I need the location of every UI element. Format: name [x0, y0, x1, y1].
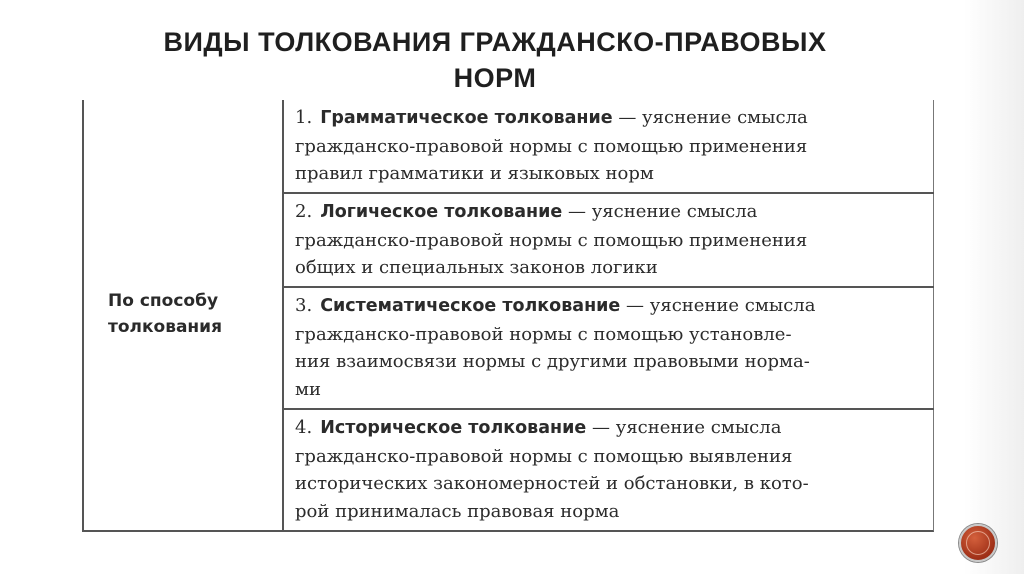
row-line: рой принималась правовая норма [295, 500, 620, 522]
row-term: Грамматическое толкование [320, 108, 613, 128]
slide-title-line-2: НОРМ [453, 63, 537, 93]
row-line: общих и специальных законов логики [295, 257, 658, 279]
row-number: 2. [295, 201, 313, 222]
slide-title-line-1: ВИДЫ ТОЛКОВАНИЯ ГРАЖДАНСКО-ПРАВОВЫХ [163, 27, 827, 57]
row-number: 3. [295, 295, 313, 316]
row-line: исторических закономерностей и обстановки, в кото- [295, 473, 809, 495]
slide-title [90, 24, 900, 96]
row-line: ми [295, 378, 321, 400]
row-line: гражданско-правовой нормы с помощью выявления [295, 445, 793, 467]
row-line: правил грамматики и языковых норм [295, 163, 654, 185]
table-row [284, 408, 934, 530]
table-row [284, 100, 934, 190]
row-term: Логическое толкование [320, 202, 563, 222]
row-definition-start: — уяснение смысла [562, 201, 758, 222]
row-line: гражданско-правовой нормы с помощью установле- [295, 323, 792, 345]
row-first-line [295, 104, 924, 133]
next-slide-button[interactable] [959, 524, 997, 562]
row-line: гражданско-правовой нормы с помощью применения [295, 135, 808, 157]
row-term: Систематическое толкование [320, 296, 621, 316]
background-shade [964, 0, 1024, 574]
next-slide-ring-icon [966, 531, 990, 555]
category-cell [84, 100, 284, 530]
category-label-line-2: толкования [108, 317, 223, 337]
row-first-line [295, 414, 924, 443]
row-first-line [295, 198, 924, 227]
row-definition-start: — уяснение смысла [620, 295, 816, 316]
row-line: ния взаимосвязи нормы с другими правовыми норма- [295, 351, 810, 373]
row-number: 1. [295, 107, 313, 128]
category-label [108, 288, 268, 340]
row-definition-start: — уяснение смысла [586, 417, 782, 438]
interpretation-table [82, 100, 934, 532]
row-first-line [295, 292, 924, 321]
table-row [284, 192, 934, 286]
row-line: гражданско-правовой нормы с помощью применения [295, 229, 808, 251]
table-rows [284, 100, 934, 530]
row-term: Историческое толкование [320, 418, 587, 438]
row-definition-start: — уяснение смысла [612, 107, 808, 128]
table-row [284, 286, 934, 408]
row-number: 4. [295, 417, 313, 438]
category-label-line-1: По способу [108, 291, 219, 311]
